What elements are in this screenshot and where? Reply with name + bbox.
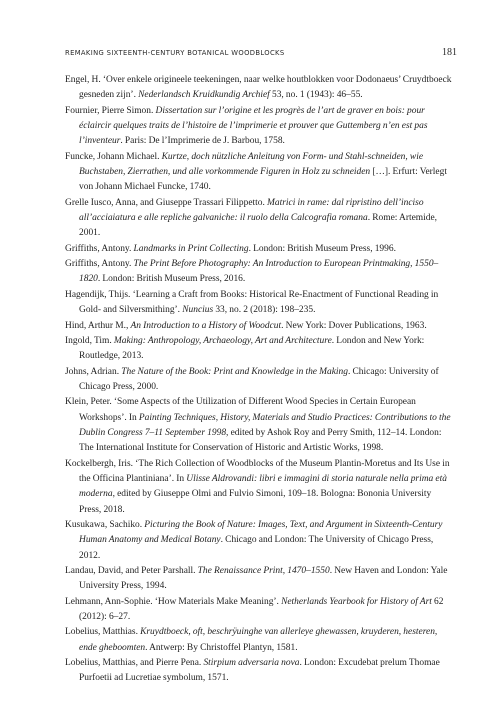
entry-text: . London: British Museum Press, 2016. — [97, 274, 246, 285]
entry-text: . London and New York: Routledge, 2013. — [79, 335, 425, 362]
entry-text: Grelle Iusco, Anna, and Giuseppe Trassari Filippetto. — [65, 197, 268, 208]
bibliography-entry — [65, 319, 454, 334]
entry-title-italic: Stirpium adversaria nova — [203, 658, 300, 669]
entry-title-italic: Ulisse Aldrovandi: libri e immagini di storia naturale nella prima età moderna — [79, 473, 447, 500]
bibliography-entry — [65, 288, 454, 319]
bibliography-entry — [65, 564, 454, 595]
entry-title-italic: Making: Anthropology, Archaeology, Art and Architecture — [113, 335, 332, 346]
entry-text: . Paris: De l’Imprimerie de J. Barbou, 1758. — [120, 136, 285, 147]
entry-title-italic: Kurtze, doch nützliche Anleitung von Form- und Stahl-schneiden, wie Buchstaben, Zierrathen, und alle vorkommende Figuren in Holz zu schneiden — [79, 151, 424, 178]
entry-title-italic: Nuncius — [182, 305, 214, 316]
running-head: REMAKING SIXTEENTH-CENTURY BOTANICAL WOODBLOCKS — [65, 49, 285, 57]
entry-title-italic: Picturing the Book of Nature: Images, Text, and Argument in Sixteenth-Century Human Anatomy and Medical Botany — [79, 519, 443, 546]
entry-text: […]. Erfurt: Verlegt von Johann Michael Funcke, 1740. — [79, 167, 447, 193]
page-number: 181 — [442, 47, 457, 58]
bibliography-entry — [65, 365, 454, 396]
entry-text: , edited by Ashok Roy and Perry Smith, 112–14. London: The International Institute for Conservation of Historic and Artistic Works, 1998. — [79, 427, 442, 454]
bibliography-entry — [65, 104, 454, 150]
entry-text: . New York: Dover Publications, 1963. — [281, 320, 427, 331]
entry-text: Kockelbergh, Iris. ‘The Rich Collection of Woodblocks of the Museum Plantin-Moretus and Its Use in the Officina Plantiniana’. In — [65, 458, 450, 484]
entry-title-italic: Matrici in rame: dal ripristino dell’inciso all’acciaiatura e alle repliche galvaniche: il ruolo della Calcografia romana — [79, 197, 424, 224]
entry-text: . New Haven and London: Yale University Press, 1994. — [79, 566, 448, 592]
entry-text: Lobelius, Matthias. — [65, 627, 141, 638]
entry-title-italic: Dissertation sur l’origine et les progrès de l’art de graver en bois: pour éclaircir quelques traits de l’histoire de l’imprimerie et prouver que Guttemberg n’en est pas l’inventeur — [79, 105, 428, 147]
entry-title-italic: Netherlands Yearbook for History of Art — [281, 596, 432, 607]
bibliography-entry — [65, 73, 454, 104]
entry-text: . Chicago and London: The University of Chicago Press, 2012. — [79, 535, 434, 561]
entry-text: Funcke, Johann Michael. — [65, 151, 162, 162]
bibliography-entry — [65, 257, 454, 288]
entry-text: . London: Excudebat prelum Thomae Purfoetii ad Lucretiae symbolum, 1571. — [79, 658, 440, 684]
bibliography-entry — [65, 395, 454, 456]
bibliography-entry — [65, 625, 454, 656]
entry-text: 62 (2012): 6–27. — [79, 596, 444, 623]
entry-text: Hind, Arthur M., — [65, 320, 131, 331]
entry-title-italic: Painting Techniques, History, Materials and Studio Practices: Contributions to the Dublin Congress 7–11 September 1998 — [79, 412, 451, 438]
entry-text: Engel, H. ‘Over enkele origineele teekeningen, naar welke houtblokken voor Dodonaeus’ Cruydtboeck gesneden zijn’. — [65, 75, 452, 101]
bibliography-list — [65, 73, 454, 687]
entry-title-italic: The Renaissance Print, 1470–1550 — [197, 566, 330, 576]
bibliography-entry — [65, 595, 454, 626]
bibliography-entry — [65, 150, 454, 196]
entry-text: Landau, David, and Peter Parshall. — [65, 566, 198, 576]
entry-text: , edited by Giuseppe Olmi and Fulvio Simoni, 109–18. Bologna: Bononia University Press, 2018. — [79, 489, 432, 515]
entry-text: . Rome: Artemide, 2001. — [79, 213, 438, 239]
entry-title-italic: The Print Before Photography: An Introduction to European Printmaking, 1550–1820 — [79, 259, 439, 285]
entry-text: 53, no. 1 (1943): 46–55. — [269, 90, 363, 101]
entry-text: . London: British Museum Press, 1996. — [248, 243, 396, 254]
bibliography-entry — [65, 196, 454, 242]
bibliography-entry — [65, 656, 454, 687]
entry-title-italic: The Nature of the Book: Print and Knowledge in the Making — [121, 366, 348, 377]
entry-title-italic: Landmarks in Print Collecting — [133, 243, 249, 254]
entry-text: . Antwerp: By Christoffel Plantyn, 1581. — [145, 642, 298, 653]
entry-text: Kusukawa, Sachiko. — [65, 519, 145, 530]
entry-text: Johns, Adrian. — [65, 366, 122, 377]
entry-title-italic: Kruydtboeck, oft, beschrÿuinghe van allerleye ghewassen, kruyderen, hesteren, ende gheboomten — [79, 627, 438, 653]
bibliography-entry — [65, 457, 454, 518]
entry-text: Ingold, Tim. — [65, 335, 114, 346]
entry-title-italic: Nederlandsch Kruidkundig Archief — [138, 90, 270, 101]
entry-text: Fournier, Pierre Simon. — [65, 105, 156, 116]
entry-text: Griffiths, Antony. — [65, 243, 134, 254]
entry-text: Griffiths, Antony. — [65, 259, 134, 270]
entry-text: Hagendijk, Thijs. ‘Learning a Craft from Books: Historical Re-Enactment of Functional Reading in Gold- and Silversmithing’. — [65, 289, 439, 316]
entry-text: Klein, Peter. ‘Some Aspects of the Utilization of Different Wood Species in Certain European Workshops’. In — [65, 397, 416, 423]
bibliography-entry — [65, 334, 454, 365]
entry-text: 33, no. 2 (2018): 198–235. — [213, 305, 316, 316]
bibliography-entry — [65, 242, 454, 257]
entry-text: Lobelius, Matthias, and Pierre Pena. — [65, 658, 204, 669]
entry-title-italic: An Introduction to a History of Woodcut — [130, 320, 282, 331]
bibliography-entry — [65, 518, 454, 564]
entry-text: Lehmann, Ann-Sophie. ‘How Materials Make Meaning’. — [65, 596, 282, 607]
entry-text: . Chicago: University of Chicago Press, 2000. — [79, 366, 439, 392]
